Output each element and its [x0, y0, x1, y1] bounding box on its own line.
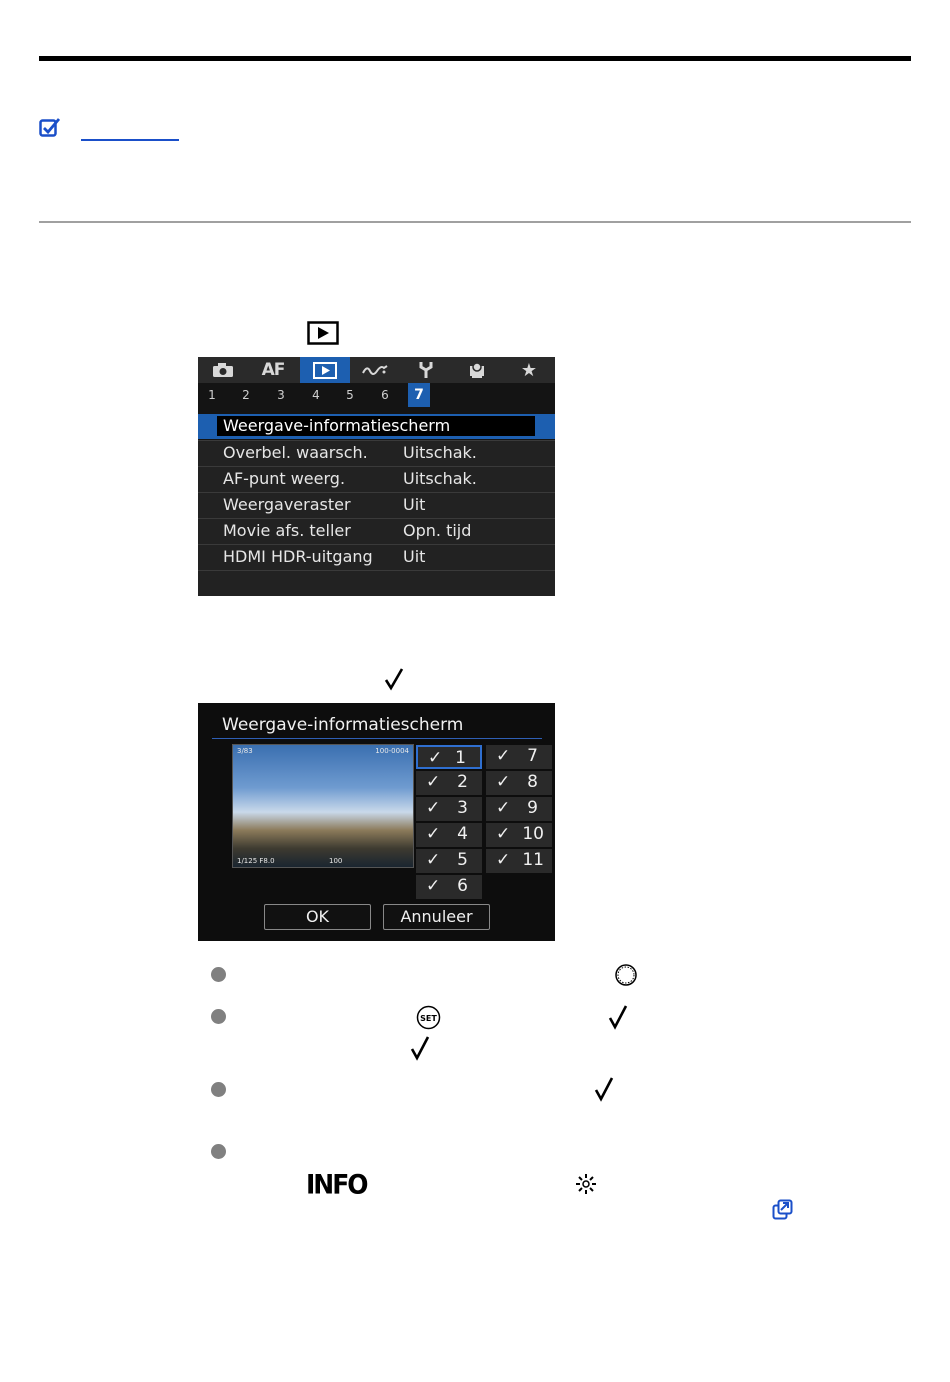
menu-row-movie-afs-teller[interactable] — [198, 518, 555, 544]
checkmark-icon: ✓ — [496, 772, 511, 792]
wrench-icon — [418, 361, 434, 379]
preview-folder: 100-0004 — [375, 747, 409, 755]
tab-my-menu[interactable] — [504, 357, 554, 383]
quick-control-dial-icon — [614, 963, 638, 987]
info-item-11[interactable]: ✓ 11 — [486, 849, 552, 873]
menu-row-label: HDMI HDR-uitgang — [223, 547, 373, 566]
set-button-icon — [416, 1005, 441, 1030]
tab-custom-mode[interactable] — [452, 357, 502, 383]
star-icon: ★ — [520, 359, 538, 381]
menu-row-label: Movie afs. teller — [223, 521, 351, 540]
info-item-5[interactable]: ✓ 5 — [416, 849, 482, 873]
info-item-10[interactable]: ✓ 10 — [486, 823, 552, 847]
menu-row-label: AF-punt weerg. — [223, 469, 346, 488]
menu-row-value: Uit — [403, 547, 426, 566]
info-item-9[interactable]: ✓ 9 — [486, 797, 552, 821]
top-rule — [39, 56, 911, 61]
playback-tab-icon — [307, 321, 339, 345]
menu-page-6[interactable]: 6 — [381, 388, 389, 402]
wave-icon — [362, 363, 388, 377]
info-item-8[interactable]: ✓ 8 — [486, 771, 552, 795]
tab-shooting[interactable] — [198, 357, 248, 383]
section-divider — [39, 221, 911, 223]
bullet-3 — [211, 1082, 226, 1097]
checkmark-icon: ✓ — [496, 746, 511, 766]
checkmark-icon: ✓ — [426, 798, 441, 818]
menu-page-3[interactable]: 3 — [277, 388, 285, 402]
tab-af[interactable]: AF — [261, 360, 285, 380]
reference-link-icon[interactable] — [772, 1199, 794, 1221]
checkmark-icon — [608, 1004, 628, 1030]
menu-row-value: Uitschak. — [403, 443, 477, 462]
info-button-label: INFO — [306, 1169, 367, 1200]
bullet-1 — [211, 967, 226, 982]
info-item-1[interactable]: ✓ 1 — [416, 745, 482, 769]
info-item-2[interactable]: ✓ 2 — [416, 771, 482, 795]
menu-row-value: Uit — [403, 495, 426, 514]
checkmark-icon: ✓ — [426, 850, 441, 870]
cancel-button[interactable]: Annuleer — [383, 904, 490, 930]
tab-setup[interactable] — [401, 357, 451, 383]
menu-row-hdmi-hdr-uitgang[interactable] — [198, 544, 555, 570]
checkmark-icon: ✓ — [426, 876, 441, 896]
checkmark-icon: ✓ — [496, 824, 511, 844]
preview-iso: 100 — [329, 857, 343, 865]
camera-icon — [212, 362, 234, 378]
tab-custom-functions[interactable] — [350, 357, 400, 383]
checkmark-icon — [410, 1035, 430, 1061]
info-item-4[interactable]: ✓ 4 — [416, 823, 482, 847]
preview-counter: 3/83 — [237, 747, 253, 755]
screen-title: Weergave-informatiescherm — [222, 715, 464, 735]
tab-playback[interactable] — [300, 357, 350, 383]
note-check-icon — [39, 117, 61, 139]
menu-page-2[interactable]: 2 — [242, 388, 250, 402]
playback-menu-screen — [198, 357, 555, 596]
info-display-screen — [198, 703, 555, 941]
menu-row-label: Overbel. waarsch. — [223, 443, 368, 462]
title-underline — [212, 738, 542, 739]
menu-row-empty — [198, 570, 555, 596]
menu-row-overbel-waarsch[interactable] — [198, 440, 555, 466]
custom-camera-icon — [468, 361, 486, 379]
menu-page-5[interactable]: 5 — [346, 388, 354, 402]
checkmark-icon — [384, 667, 404, 691]
multi-controller-icon — [574, 1172, 598, 1196]
menu-row-weergaveraster[interactable] — [198, 492, 555, 518]
bullet-2 — [211, 1009, 226, 1024]
info-item-6[interactable]: ✓ 6 — [416, 875, 482, 899]
note-link[interactable] — [81, 117, 179, 141]
menu-row-af-punt-weerg[interactable] — [198, 466, 555, 492]
menu-page-4[interactable]: 4 — [312, 388, 320, 402]
menu-row-label: Weergaveraster — [223, 495, 351, 514]
menu-page-7[interactable]: 7 — [408, 383, 430, 407]
bullet-4 — [211, 1144, 226, 1159]
checkmark-icon: ✓ — [428, 748, 443, 768]
svg-text:SET: SET — [420, 1014, 437, 1023]
menu-tab-bar — [198, 357, 555, 383]
playback-icon — [313, 362, 337, 379]
checkmark-icon — [594, 1076, 614, 1102]
checkmark-icon: ✓ — [496, 850, 511, 870]
image-preview — [232, 744, 414, 868]
checkmark-icon: ✓ — [496, 798, 511, 818]
preview-exposure: 1/125 F8.0 — [237, 857, 275, 865]
menu-page-1[interactable]: 1 — [208, 388, 216, 402]
checkmark-icon: ✓ — [426, 824, 441, 844]
menu-row-value: Uitschak. — [403, 469, 477, 488]
info-item-7[interactable]: ✓ 7 — [486, 745, 552, 769]
menu-row-label: Weergave-informatiescherm — [223, 416, 451, 435]
ok-button[interactable]: OK — [264, 904, 371, 930]
menu-row-weergave-informatiescherm[interactable] — [198, 414, 555, 439]
menu-row-value: Opn. tijd — [403, 521, 472, 540]
menu-page-numbers — [198, 383, 555, 407]
info-item-3[interactable]: ✓ 3 — [416, 797, 482, 821]
checkmark-icon: ✓ — [426, 772, 441, 792]
